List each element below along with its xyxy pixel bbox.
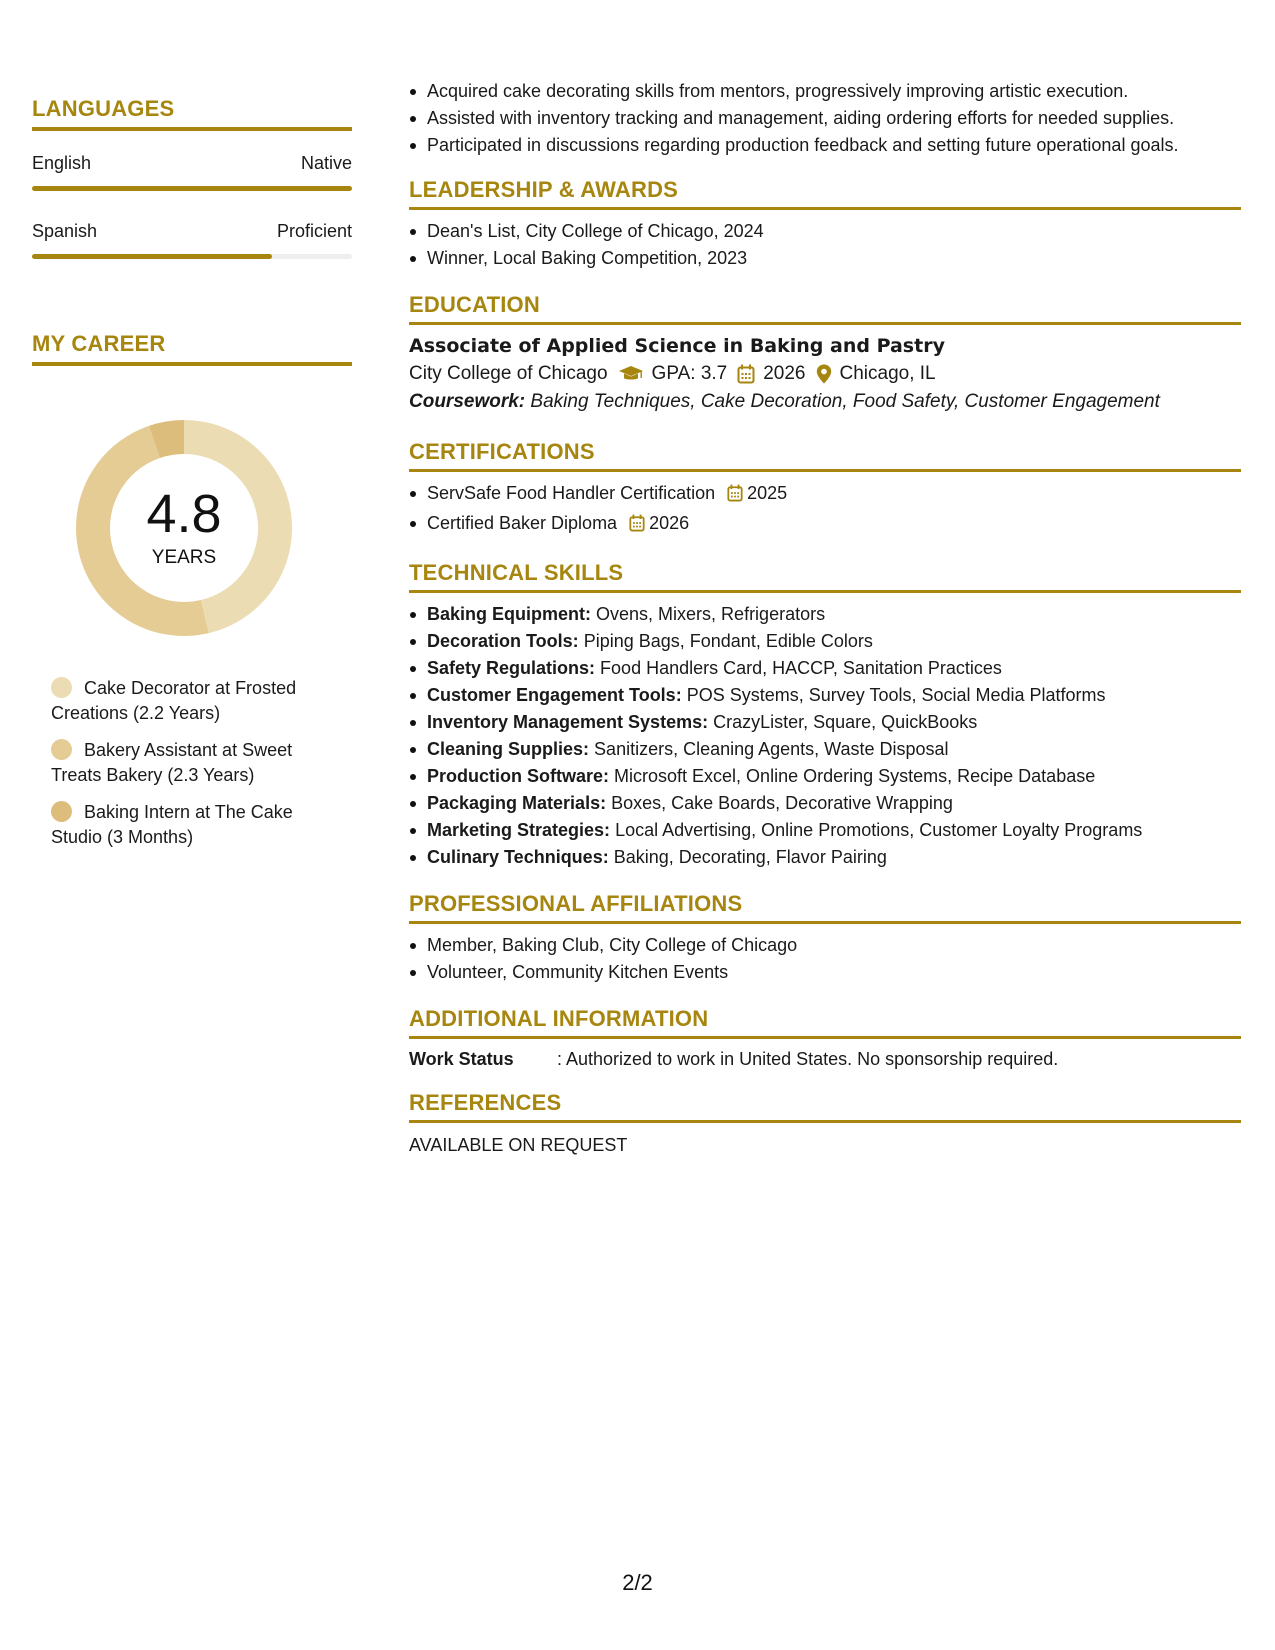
- skill-value: CrazyLister, Square, QuickBooks: [713, 712, 978, 732]
- skill-value: Boxes, Cake Boards, Decorative Wrapping: [611, 793, 953, 813]
- certifications-list: [409, 480, 1241, 540]
- legend-dot: [51, 801, 72, 822]
- list-item: Volunteer, Community Kitchen Events: [409, 959, 1241, 986]
- career-donut-chart: [64, 408, 304, 648]
- education-coursework: [409, 391, 1241, 413]
- list-item: Participated in discussions regarding production feedback and setting future operational goals.: [409, 132, 1241, 159]
- list-item: [409, 655, 1241, 682]
- skill-value: Baking, Decorating, Flavor Pairing: [613, 847, 887, 867]
- career-title: MY CAREER: [32, 331, 352, 366]
- list-item: [409, 817, 1241, 844]
- list-item: Winner, Local Baking Competition, 2023: [409, 245, 1241, 272]
- calendar-icon: [737, 364, 755, 384]
- skill-label: Cleaning Supplies:: [427, 739, 590, 759]
- education-year: 2026: [763, 363, 806, 384]
- skill-value: Ovens, Mixers, Refrigerators: [596, 604, 826, 624]
- skill-label: Production Software:: [427, 766, 610, 786]
- skill-label: Safety Regulations:: [427, 658, 596, 678]
- skill-label: Decoration Tools:: [427, 631, 579, 651]
- graduation-cap-icon: [618, 365, 644, 383]
- calendar-icon: [727, 483, 743, 510]
- skill-value: POS Systems, Survey Tools, Social Media Platforms: [686, 685, 1106, 705]
- career-legend: [51, 676, 341, 850]
- list-item: [409, 682, 1241, 709]
- work-status-value: : Authorized to work in United States. No sponsorship required.: [557, 1049, 1059, 1069]
- skill-label: Customer Engagement Tools:: [427, 685, 682, 705]
- skills-title: TECHNICAL SKILLS: [409, 560, 1241, 593]
- leadership-list: [409, 218, 1241, 272]
- experience-bullets: [409, 78, 1241, 159]
- language-bar-fill: [32, 186, 352, 191]
- coursework-value: Baking Techniques, Cake Decoration, Food Safety, Customer Engagement: [530, 391, 1160, 412]
- education-details: [409, 363, 1241, 385]
- legend-dot: [51, 677, 72, 698]
- legend-label: Cake Decorator at Frosted Creations (2.2 Years): [51, 678, 297, 723]
- skill-value: Sanitizers, Cleaning Agents, Waste Disposal: [594, 739, 949, 759]
- coursework-label: Coursework:: [409, 391, 526, 412]
- list-item: [409, 844, 1241, 871]
- language-level: Native: [300, 153, 352, 173]
- certification-year: 2026: [649, 513, 690, 533]
- list-item: [409, 736, 1241, 763]
- skill-label: Packaging Materials:: [427, 793, 607, 813]
- affiliations-list: [409, 932, 1241, 986]
- references-title: REFERENCES: [409, 1090, 1241, 1123]
- education-degree: Associate of Applied Science in Baking and Pastry: [409, 335, 945, 357]
- list-item: Member, Baking Club, City College of Chicago: [409, 932, 1241, 959]
- list-item: [409, 601, 1241, 628]
- education-school: City College of Chicago: [409, 363, 608, 384]
- language-level: Proficient: [276, 221, 352, 241]
- skills-list: [409, 601, 1241, 871]
- certification-year: 2025: [747, 483, 788, 503]
- list-item: Assisted with inventory tracking and management, aiding ordering efforts for needed supplies.: [409, 105, 1241, 132]
- list-item: [409, 709, 1241, 736]
- career-total-value: 4.8: [146, 484, 222, 544]
- certification-name: ServSafe Food Handler Certification: [427, 483, 716, 503]
- language-name: English: [32, 153, 92, 173]
- list-item: [409, 790, 1241, 817]
- main-content: [409, 78, 1241, 1156]
- references-text: AVAILABLE ON REQUEST: [409, 1135, 628, 1155]
- skill-value: Microsoft Excel, Online Ordering Systems, Recipe Database: [614, 766, 1096, 786]
- work-status-row: [409, 1049, 1241, 1070]
- sidebar: [32, 96, 352, 862]
- skill-label: Baking Equipment:: [427, 604, 592, 624]
- skill-label: Marketing Strategies:: [427, 820, 611, 840]
- affiliations-title: PROFESSIONAL AFFILIATIONS: [409, 891, 1241, 924]
- language-bar: [32, 254, 352, 259]
- language-bar: [32, 186, 352, 191]
- education-gpa: GPA: 3.7: [651, 363, 728, 384]
- language-bar-fill: [32, 254, 272, 259]
- language-item: [32, 221, 352, 259]
- skill-value: Piping Bags, Fondant, Edible Colors: [583, 631, 873, 651]
- list-item: Acquired cake decorating skills from mentors, progressively improving artistic execution.: [409, 78, 1241, 105]
- language-item: [32, 153, 352, 191]
- skill-label: Inventory Management Systems:: [427, 712, 709, 732]
- page-number: 2/2: [622, 1570, 653, 1595]
- career-legend-item: [51, 738, 341, 788]
- list-item: Dean's List, City College of Chicago, 2024: [409, 218, 1241, 245]
- list-item: [409, 510, 1241, 540]
- education-title: EDUCATION: [409, 292, 1241, 325]
- education-location: Chicago, IL: [839, 363, 936, 384]
- list-item: [409, 763, 1241, 790]
- skill-value: Local Advertising, Online Promotions, Customer Loyalty Programs: [615, 820, 1143, 840]
- legend-dot: [51, 739, 72, 760]
- language-name: Spanish: [32, 221, 98, 241]
- legend-label: Bakery Assistant at Sweet Treats Bakery (2.3 Years): [51, 740, 293, 785]
- list-item: [409, 628, 1241, 655]
- career-legend-item: [51, 800, 341, 850]
- career-legend-item: [51, 676, 341, 726]
- skill-label: Culinary Techniques:: [427, 847, 609, 867]
- work-status-label: Work Status: [409, 1049, 514, 1069]
- list-item: [409, 480, 1241, 510]
- certification-name: Certified Baker Diploma: [427, 513, 618, 533]
- location-pin-icon: [816, 364, 832, 384]
- calendar-icon: [629, 513, 645, 540]
- additional-title: ADDITIONAL INFORMATION: [409, 1006, 1241, 1039]
- leadership-title: LEADERSHIP & AWARDS: [409, 177, 1241, 210]
- certifications-title: CERTIFICATIONS: [409, 439, 1241, 472]
- career-total-unit: YEARS: [151, 547, 217, 568]
- skill-value: Food Handlers Card, HACCP, Sanitation Practices: [600, 658, 1002, 678]
- languages-title: LANGUAGES: [32, 96, 352, 131]
- legend-label: Baking Intern at The Cake Studio (3 Months): [51, 802, 293, 847]
